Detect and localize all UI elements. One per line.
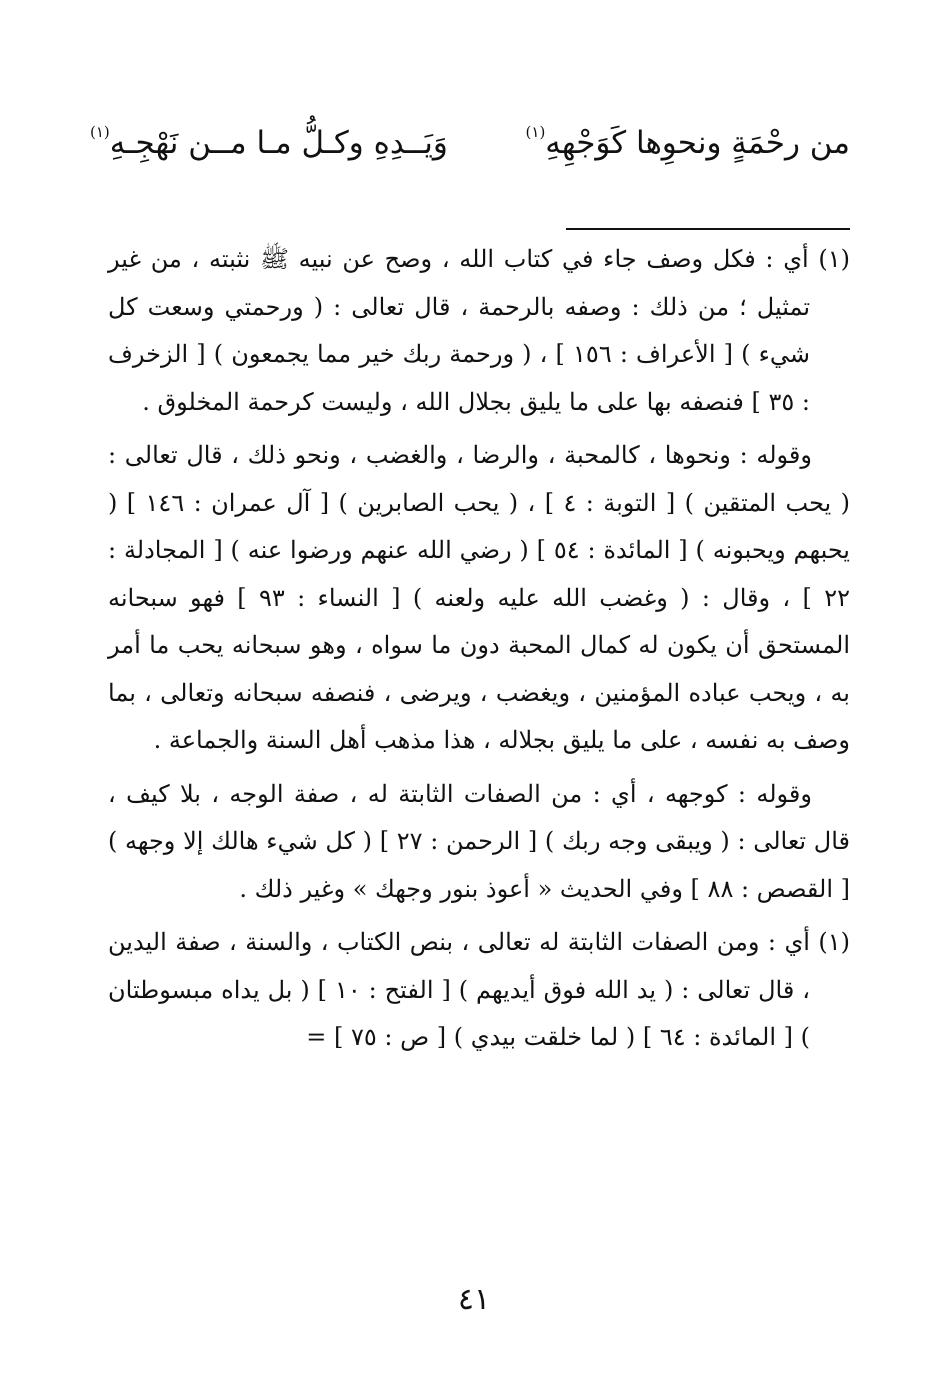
footnote-2-paragraph-1	[108, 919, 850, 1062]
poem-verse	[90, 118, 850, 168]
footnote-marker-1: (١)	[525, 123, 546, 141]
footnote-1-paragraph-3: وقوله : كوجهه ، أي : من الصفات الثابتة له ، صفة الوجه ، بلا كيف ، قال تعالى : ( ويبقى وجه ربك ) [ الرحمن : ٢٧ ] ( كل شيء هالك إلا وجهه ) [ القصص : ٨٨ ] وفي الحديث « أعوذ بنور وجهك » وغير ذلك .	[108, 779, 851, 903]
footnote-2-marker: (١)	[818, 928, 850, 956]
verse-hemistich-left	[90, 118, 448, 168]
footnotes	[108, 236, 850, 1068]
verse-hemistich-right	[526, 118, 850, 168]
page-number: ٤١	[457, 1282, 491, 1317]
footnote-marker-2: (١)	[90, 123, 110, 141]
verse-hemistich-right-text: من رحْمَةٍ ونحوِها كَوَجْهِهِ	[545, 125, 850, 161]
footnote-1-text-1: أي : فكل وصف جاء في كتاب الله ، وصح عن نبيه ﷺ نثبته ، من غير تمثيل ؛ من ذلك : وصفه بالرحمة ، قال تعالى : ( ورحمتي وسعت كل شيء ) [ الأعراف : ١٥٦ ] ، ( ورحمة ربك خير مما يجمعون ) [ الزخرف : ٣٥ ] فنصفه بها على ما يليق بجلال الله ، وليست كرحمة المخلوق .	[108, 245, 811, 416]
footnote-1-paragraph-1	[108, 236, 850, 426]
verse-hemistich-left-text: وَيَــدِهِ وكـلُّ مـا مــن نَهْجِـهِ	[109, 125, 448, 161]
footnote-1-paragraph-2: وقوله : ونحوها ، كالمحبة ، والرضا ، والغضب ، ونحو ذلك ، قال تعالى : ( يحب المتقين ) [ التوبة : ٤ ] ، ( يحب الصابرين ) [ آل عمران : ١٤٦ ] ( يحبهم ويحبونه ) [ المائدة : ٥٤ ] ( رضي الله عنهم ورضوا عنه ) [ المجادلة : ٢٢ ] ، وقال : ( وغضب الله عليه ولعنه ) [ النساء : ٩٣ ] فهو سبحانه المستحق أن يكون له كمال المحبة دون ما سواه ، وهو سبحانه يحب ما أمر به ، ويحب عباده المؤمنين ، ويغضب ، ويرضى ، فنصفه سبحانه وتعالى ، بما وصف به نفسه ، على ما يليق بجلاله ، هذا مذهب أهل السنة والجماعة .	[108, 441, 851, 754]
footnote-separator	[566, 228, 850, 230]
footnote-1-marker: (١)	[818, 245, 850, 273]
footnote-2-text-1: أي : ومن الصفات الثابتة له تعالى ، بنص الكتاب ، والسنة ، صفة اليدين ، قال تعالى : ( يد الله فوق أيديهم ) [ الفتح : ١٠ ] ( بل يداه مبسوطتان ) [ المائدة : ٦٤ ] ( لما خلقت بيدي ) [ ص : ٧٥ ] =	[108, 928, 810, 1051]
